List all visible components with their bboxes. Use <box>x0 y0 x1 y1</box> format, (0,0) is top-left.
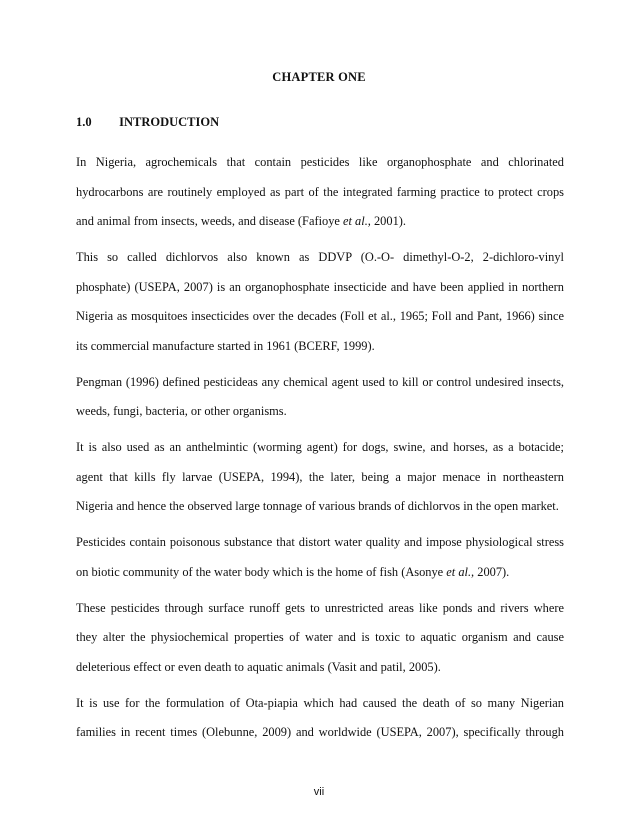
text-line: In Nigeria, agrochemicals that contain pesticides like organophosphate and chlorinated <box>76 155 564 169</box>
text-line: on biotic community of the water body which is the home of fish (Asonye et al., 2007). <box>76 564 510 579</box>
text-line: It is also used as an anthelmintic (worming agent) for dogs, swine, and horses, as a botacide; <box>76 440 564 454</box>
page-number: vii <box>313 786 325 798</box>
text-line: This so called dichlorvos also known as DDVP (O.-O- dimethyl-O-2, 2-dichloro-vinyl <box>76 250 564 264</box>
text-line: agent that kills fly larvae (USEPA, 1994), the later, being a major menace in northeastern <box>76 469 564 484</box>
text-line: and animal from insects, weeds, and disease (Fafioye et al., 2001). <box>76 214 406 228</box>
paragraph-7 <box>76 689 564 748</box>
text-line: they alter the physiochemical properties of water and is toxic to aquatic organism and cause <box>76 630 564 644</box>
text-line: hydrocarbons are routinely employed as part of the integrated farming practice to protect crops <box>76 184 564 199</box>
text-line: These pesticides through surface runoff gets to unrestricted areas like ponds and rivers where <box>76 600 564 615</box>
paragraph-4 <box>76 433 564 522</box>
paragraph-5 <box>76 528 564 587</box>
paragraph-1 <box>76 148 564 237</box>
paragraph-6 <box>76 594 564 683</box>
section-number: 1.0 <box>76 115 92 129</box>
chapter-title: CHAPTER ONE <box>272 70 366 84</box>
body-text <box>76 148 564 754</box>
text-line: deleterious effect or even death to aquatic animals (Vasit and patil, 2005). <box>76 659 441 674</box>
text-line: families in recent times (Olebunne, 2009) and worldwide (USEPA, 2007), specifically through <box>76 725 564 739</box>
text-line: its commercial manufacture started in 1961 (BCERF, 1999). <box>76 338 375 353</box>
section-heading <box>76 115 219 130</box>
text-line: Nigeria and hence the observed large tonnage of various brands of dichlorvos in the open market. <box>76 499 559 513</box>
section-title: INTRODUCTION <box>119 115 220 129</box>
text-line: Pengman (1996) defined pesticideas any chemical agent used to kill or control undesired insects, <box>76 374 564 389</box>
text-line: It is use for the formulation of Ota-piapia which had caused the death of so many Nigerian <box>76 695 564 710</box>
text-line: phosphate) (USEPA, 2007) is an organophosphate insecticide and have been applied in northern <box>76 279 564 294</box>
text-line: Pesticides contain poisonous substance that distort water quality and impose physiological stress <box>76 535 564 549</box>
text-line: Nigeria as mosquitoes insecticides over the decades (Foll et al., 1965; Foll and Pant, 1966) since <box>76 309 564 323</box>
paragraph-3 <box>76 368 564 427</box>
text-line: weeds, fungi, bacteria, or other organisms. <box>76 404 287 418</box>
paragraph-2 <box>76 243 564 361</box>
